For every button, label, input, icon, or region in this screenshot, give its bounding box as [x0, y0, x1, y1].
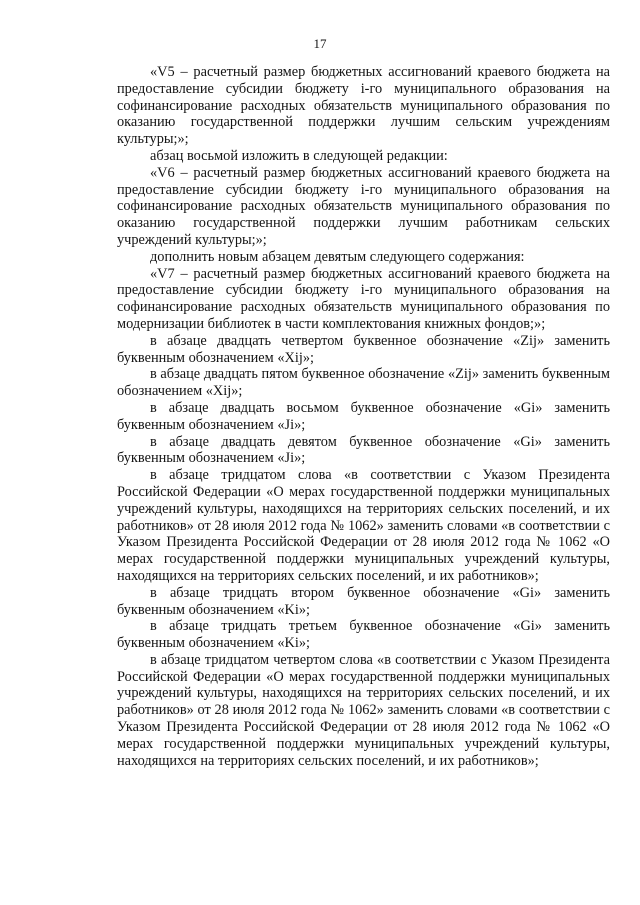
paragraph-amend-34: в абзаце тридцатом четвертом слова «в соответствии с Указом Президента Российской Федерации «О мерах государственной поддержки муниципальных учреждений культуры, находящихся на территориях сельских поселений, и их работников» от 28 июля 2012 года № 1062» заменить словами «в соответствии с Указом Президента Российской Федерации от 28 июля 2012 года № 1062 «О мерах государственной поддержки муниципальных учреждений культуры, находящихся на территориях сельских поселений, и их работников»; — [117, 651, 610, 769]
paragraph-instruction-ninth: дополнить новым абзацем девятым следующего содержания: — [150, 248, 525, 265]
paragraph-v5-definition: «V5 – расчетный размер бюджетных ассигнований краевого бюджета на предоставление субсидии бюджету i-го муниципального образования на софинансирование расходных обязательств муниципального образования по оказанию государственной поддержки лучшим сельским учреждениям культуры;»; — [117, 64, 610, 148]
document-body — [117, 64, 610, 769]
page-number: 17 — [313, 36, 327, 51]
paragraph-amend-29: в абзаце двадцать девятом буквенное обозначение «Gi» заменить буквенным обозначением «Ji»; — [117, 433, 610, 467]
paragraph-amend-32: в абзаце тридцать втором буквенное обозначение «Gi» заменить буквенным обозначением «Ki»; — [117, 584, 610, 618]
paragraph-v6-definition: «V6 – расчетный размер бюджетных ассигнований краевого бюджета на предоставление субсидии бюджету i-го муниципального образования на софинансирование расходных обязательств муниципального образования по оказанию государственной поддержки лучшим работникам сельских учреждений культуры;»; — [117, 164, 610, 248]
paragraph-amend-24: в абзаце двадцать четвертом буквенное обозначение «Zij» заменить буквенным обозначением «Xij»; — [117, 332, 610, 366]
paragraph-amend-33: в абзаце тридцать третьем буквенное обозначение «Gi» заменить буквенным обозначением «Ki»; — [117, 618, 610, 652]
paragraph-instruction-eighth: абзац восьмой изложить в следующей редакции: — [150, 147, 448, 164]
paragraph-amend-25: в абзаце двадцать пятом буквенное обозначение «Zij» заменить буквенным обозначением «Xij»; — [117, 366, 610, 400]
paragraph-amend-28: в абзаце двадцать восьмом буквенное обозначение «Gi» заменить буквенным обозначением «Ji»; — [117, 399, 610, 433]
paragraph-v7-definition: «V7 – расчетный размер бюджетных ассигнований краевого бюджета на предоставление субсидии бюджету i-го муниципального образования на софинансирование расходных обязательств муниципального образования по модернизации библиотек в части комплектования книжных фондов;»; — [117, 265, 610, 332]
paragraph-amend-30: в абзаце тридцатом слова «в соответствии с Указом Президента Российской Федерации «О мерах государственной поддержки муниципальных учреждений культуры, находящихся на территориях сельских поселений, и их работников» от 28 июля 2012 года № 1062» заменить словами «в соответствии с Указом Президента Российской Федерации от 28 июля 2012 года № 1062 «О мерах государственной поддержки муниципальных учреждений культуры, находящихся на территориях сельских поселений, и их работников»; — [117, 467, 610, 584]
